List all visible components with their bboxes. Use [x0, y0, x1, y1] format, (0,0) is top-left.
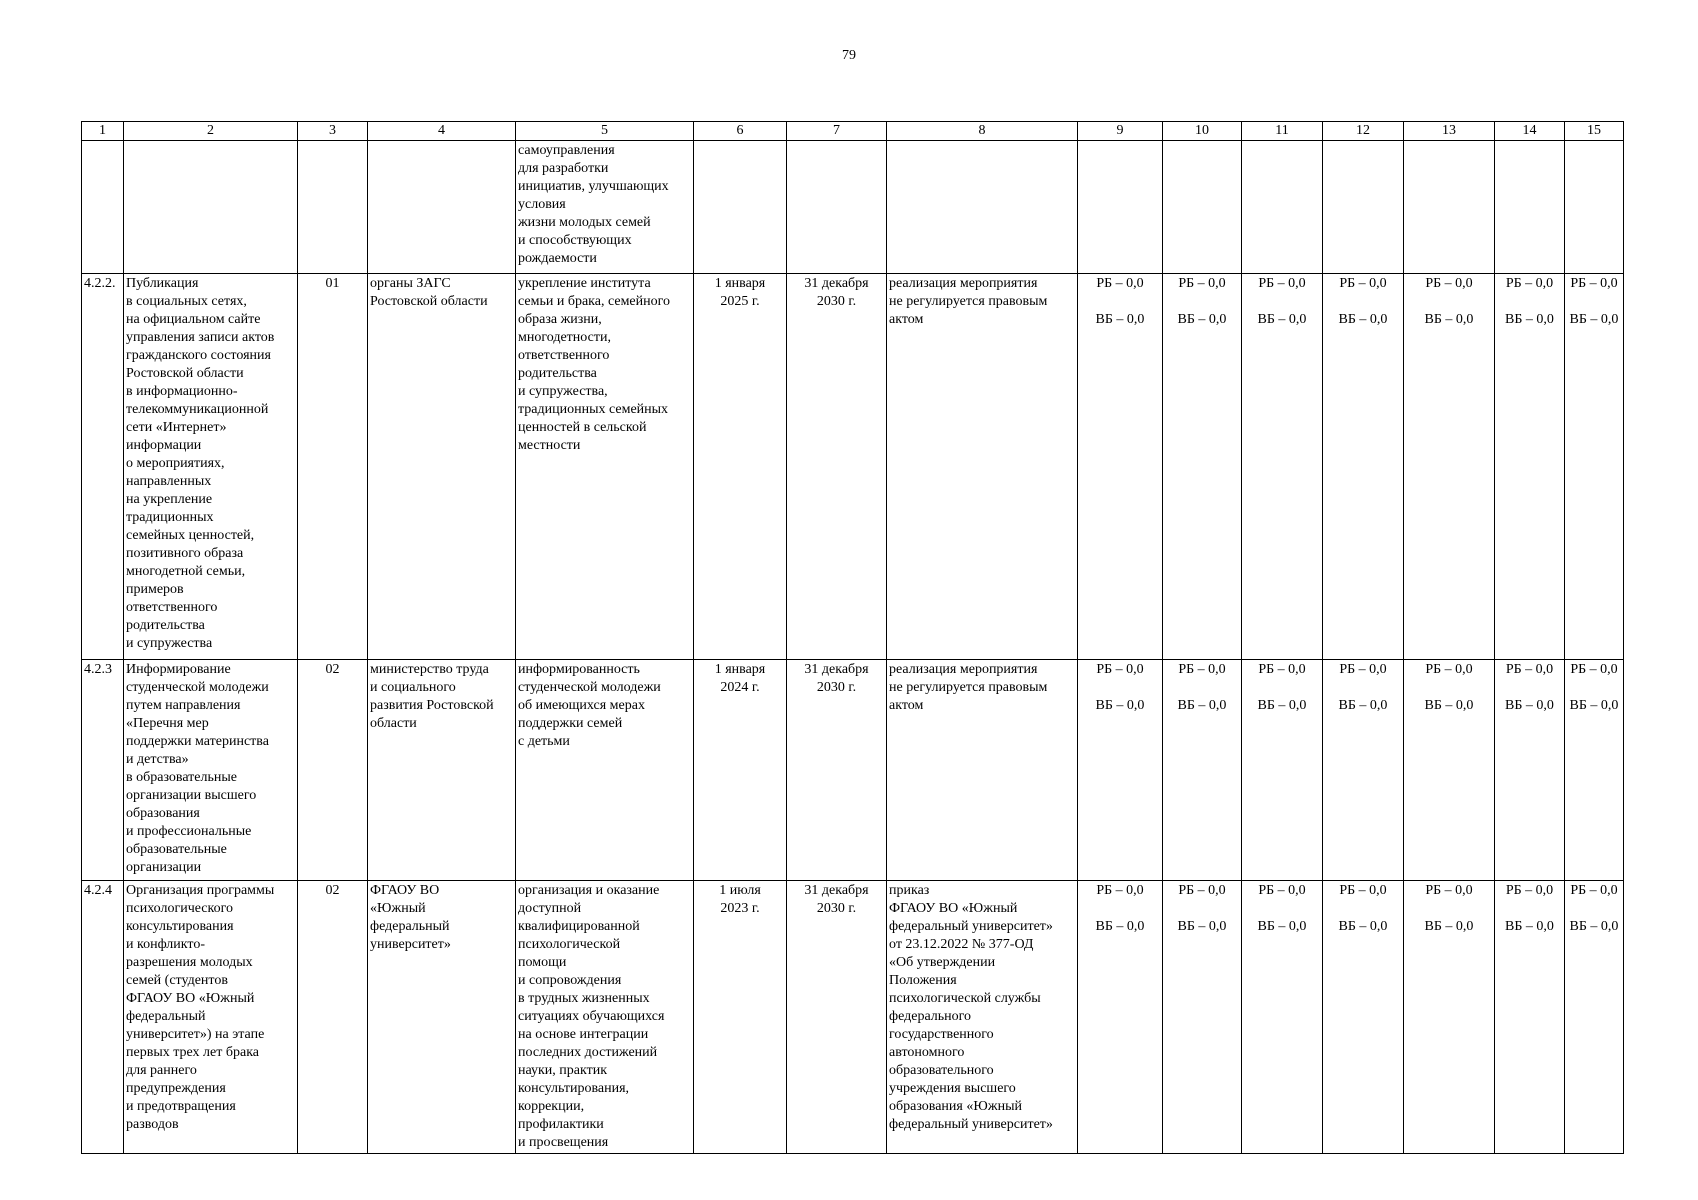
finance-cell [1404, 881, 1495, 1154]
column-header: 6 [694, 122, 787, 141]
column-header: 11 [1242, 122, 1323, 141]
extra-budget-value: ВБ – 0,0 [1505, 698, 1554, 713]
legal-act-cell: реализация мероприятия не регулируется правовым актом [887, 274, 1078, 660]
column-header: 5 [516, 122, 694, 141]
finance-cell [1078, 660, 1163, 881]
extra-budget-value: ВБ – 0,0 [1569, 312, 1619, 327]
column-header: 4 [368, 122, 516, 141]
legal-act-cell: реализация мероприятия не регулируется правовым актом [887, 660, 1078, 881]
end-date-cell: 31 декабря 2030 г. [787, 881, 887, 1154]
finance-cell [1404, 274, 1495, 660]
regional-budget-value: РБ – 0,0 [1096, 276, 1144, 291]
column-header: 1 [82, 122, 124, 141]
finance-cell [1163, 660, 1242, 881]
extra-budget-value: ВБ – 0,0 [1569, 919, 1619, 934]
extra-budget-value: ВБ – 0,0 [1177, 698, 1227, 713]
table-row [82, 274, 1624, 660]
finance-cell [1323, 660, 1404, 881]
extra-budget-value: ВБ – 0,0 [1338, 312, 1388, 327]
column-header: 10 [1163, 122, 1242, 141]
finance-cell [1163, 141, 1242, 274]
column-header: 15 [1565, 122, 1624, 141]
executor-cell [368, 141, 516, 274]
regional-budget-value: РБ – 0,0 [1339, 883, 1387, 898]
result-cell: самоуправления для разработки инициатив, улучшающих условия жизни молодых семей и способствующих рождаемости [516, 141, 694, 274]
start-date-cell: 1 января 2025 г. [694, 274, 787, 660]
regional-budget-value: РБ – 0,0 [1258, 276, 1306, 291]
column-header: 13 [1404, 122, 1495, 141]
extra-budget-value: ВБ – 0,0 [1338, 698, 1388, 713]
finance-cell [1495, 274, 1565, 660]
start-date-cell: 1 июля 2023 г. [694, 881, 787, 1154]
executor-cell: ФГАОУ ВО «Южный федеральный университет» [368, 881, 516, 1154]
legal-act-cell: приказ ФГАОУ ВО «Южный федеральный университет» от 23.12.2022 № 377-ОД «Об утверждении Положения психологической службы федерального государственного автономного образовательного учреждения высшего образования «Южный федеральный университет» [887, 881, 1078, 1154]
extra-budget-value: ВБ – 0,0 [1338, 919, 1388, 934]
column-number-row [82, 122, 1624, 141]
extra-budget-value: ВБ – 0,0 [1177, 312, 1227, 327]
code-cell [298, 141, 368, 274]
column-header: 3 [298, 122, 368, 141]
end-date-cell [787, 141, 887, 274]
finance-cell [1078, 274, 1163, 660]
regional-budget-value: РБ – 0,0 [1425, 883, 1473, 898]
regional-budget-value: РБ – 0,0 [1096, 662, 1144, 677]
regional-budget-value: РБ – 0,0 [1339, 276, 1387, 291]
extra-budget-value: ВБ – 0,0 [1257, 919, 1307, 934]
table-row [82, 881, 1624, 1154]
extra-budget-value: ВБ – 0,0 [1569, 698, 1619, 713]
finance-cell [1404, 660, 1495, 881]
measure-number-cell: 4.2.2. [82, 274, 124, 660]
result-cell: организация и оказание доступной квалифицированной психологической помощи и сопровождения в трудных жизненных ситуациях обучающихся на основе интеграции последних достижений науки, практик консультирования, коррекции, профилактики и просвещения [516, 881, 694, 1154]
measure-name-cell [124, 141, 298, 274]
extra-budget-value: ВБ – 0,0 [1257, 312, 1307, 327]
column-header: 2 [124, 122, 298, 141]
regional-budget-value: РБ – 0,0 [1178, 276, 1226, 291]
regional-budget-value: РБ – 0,0 [1178, 883, 1226, 898]
finance-cell [1163, 881, 1242, 1154]
regional-budget-value: РБ – 0,0 [1258, 662, 1306, 677]
finance-cell [1323, 141, 1404, 274]
finance-cell [1565, 141, 1624, 274]
column-header: 7 [787, 122, 887, 141]
extra-budget-value: ВБ – 0,0 [1095, 919, 1145, 934]
end-date-cell: 31 декабря 2030 г. [787, 274, 887, 660]
code-cell: 01 [298, 274, 368, 660]
code-cell: 02 [298, 660, 368, 881]
end-date-cell: 31 декабря 2030 г. [787, 660, 887, 881]
measure-name-cell: Публикация в социальных сетях, на официальном сайте управления записи актов гражданского состояния Ростовской области в информационно- телекоммуникационной сети «Интернет» информации о мероприятиях, направленных на укрепление традиционных семейных ценностей, позитивного образа многодетной семьи, примеров ответственного родительства и супружества [124, 274, 298, 660]
regional-budget-value: РБ – 0,0 [1570, 662, 1618, 677]
start-date-cell: 1 января 2024 г. [694, 660, 787, 881]
regional-budget-value: РБ – 0,0 [1425, 276, 1473, 291]
result-cell: укрепление института семьи и брака, семейного образа жизни, многодетности, ответственного родительства и супружества, традиционных семейных ценностей в сельской местности [516, 274, 694, 660]
table-row [82, 141, 1624, 274]
measure-number-cell [82, 141, 124, 274]
finance-cell [1323, 274, 1404, 660]
measure-name-cell: Организация программы психологического консультирования и конфликто- разрешения молодых семей (студентов ФГАОУ ВО «Южный федеральный университет») на этапе первых трех лет брака для раннего предупреждения и предотвращения разводов [124, 881, 298, 1154]
page-number: 79 [842, 48, 856, 63]
finance-cell [1242, 881, 1323, 1154]
regional-budget-value: РБ – 0,0 [1339, 662, 1387, 677]
table-row [82, 660, 1624, 881]
executor-cell: органы ЗАГС Ростовской области [368, 274, 516, 660]
extra-budget-value: ВБ – 0,0 [1505, 312, 1554, 327]
regional-budget-value: РБ – 0,0 [1505, 883, 1554, 898]
finance-cell [1323, 881, 1404, 1154]
finance-cell [1495, 141, 1565, 274]
measure-number-cell: 4.2.3 [82, 660, 124, 881]
regional-budget-value: РБ – 0,0 [1425, 662, 1473, 677]
extra-budget-value: ВБ – 0,0 [1095, 698, 1145, 713]
extra-budget-value: ВБ – 0,0 [1424, 919, 1474, 934]
extra-budget-value: ВБ – 0,0 [1177, 919, 1227, 934]
column-header: 12 [1323, 122, 1404, 141]
finance-cell [1078, 141, 1163, 274]
extra-budget-value: ВБ – 0,0 [1505, 919, 1554, 934]
measures-table [81, 121, 1624, 1154]
start-date-cell [694, 141, 787, 274]
finance-cell [1565, 660, 1624, 881]
executor-cell: министерство труда и социального развития Ростовской области [368, 660, 516, 881]
column-header: 9 [1078, 122, 1163, 141]
measure-name-cell: Информирование студенческой молодежи путем направления «Перечня мер поддержки материнства и детства» в образовательные организации высшего образования и профессиональные образовательные организации [124, 660, 298, 881]
finance-cell [1495, 881, 1565, 1154]
extra-budget-value: ВБ – 0,0 [1095, 312, 1145, 327]
finance-cell [1404, 141, 1495, 274]
regional-budget-value: РБ – 0,0 [1096, 883, 1144, 898]
regional-budget-value: РБ – 0,0 [1258, 883, 1306, 898]
legal-act-cell [887, 141, 1078, 274]
regional-budget-value: РБ – 0,0 [1505, 276, 1554, 291]
finance-cell [1078, 881, 1163, 1154]
regional-budget-value: РБ – 0,0 [1505, 662, 1554, 677]
column-header: 8 [887, 122, 1078, 141]
finance-cell [1242, 660, 1323, 881]
regional-budget-value: РБ – 0,0 [1570, 276, 1618, 291]
code-cell: 02 [298, 881, 368, 1154]
finance-cell [1242, 274, 1323, 660]
extra-budget-value: ВБ – 0,0 [1424, 698, 1474, 713]
extra-budget-value: ВБ – 0,0 [1257, 698, 1307, 713]
column-header: 14 [1495, 122, 1565, 141]
finance-cell [1163, 274, 1242, 660]
regional-budget-value: РБ – 0,0 [1570, 883, 1618, 898]
regional-budget-value: РБ – 0,0 [1178, 662, 1226, 677]
result-cell: информированность студенческой молодежи об имеющихся мерах поддержки семей с детьми [516, 660, 694, 881]
finance-cell [1565, 274, 1624, 660]
measure-number-cell: 4.2.4 [82, 881, 124, 1154]
extra-budget-value: ВБ – 0,0 [1424, 312, 1474, 327]
finance-cell [1565, 881, 1624, 1154]
finance-cell [1495, 660, 1565, 881]
finance-cell [1242, 141, 1323, 274]
